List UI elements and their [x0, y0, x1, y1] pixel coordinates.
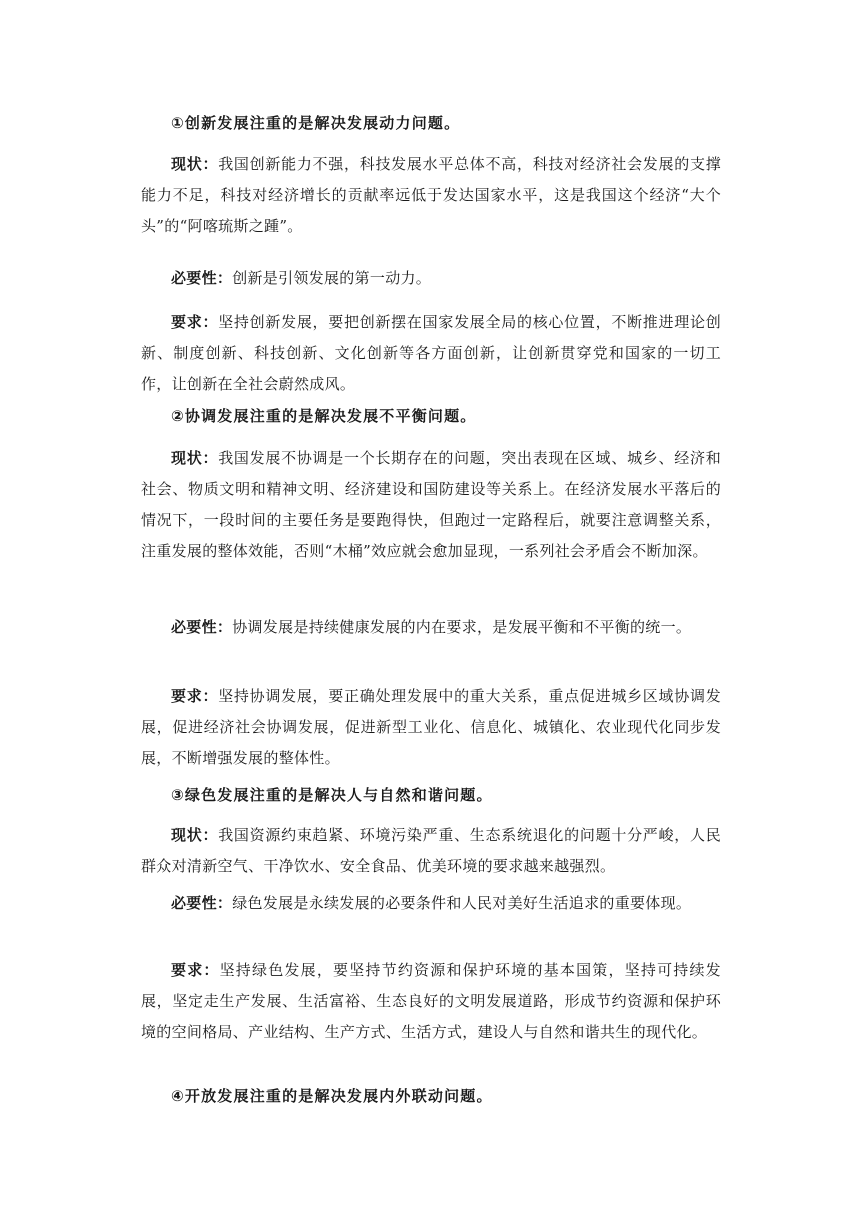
requirement-label: 要求： [171, 961, 220, 979]
requirement-label: 要求： [171, 313, 219, 331]
requirement-text: 坚持协调发展，要正确处理发展中的重大关系，重点促进城乡区域协调发展，促进经济社会协调发展，促进新型工业化、信息化、城镇化、农业现代化同步发展，不断增强发展的整体性。 [141, 687, 721, 767]
requirement-paragraph [141, 307, 721, 400]
necessity-paragraph [141, 612, 721, 643]
section-heading: ④开放发展注重的是解决发展内外联动问题。 [171, 1087, 493, 1105]
necessity-paragraph [141, 263, 721, 294]
status-label: 现状： [171, 155, 219, 173]
status-text: 我国创新能力不强，科技发展水平总体不高，科技对经济社会发展的支撑能力不足，科技对经济增长的贡献率远低于发达国家水平，这是我国这个经济“大个头”的“阿喀琉斯之踵”。 [141, 155, 721, 235]
status-text: 我国发展不协调是一个长期存在的问题，突出表现在区域、城乡、经济和社会、物质文明和精神文明、经济建设和国防建设等关系上。在经济发展水平落后的情况下，一段时间的主要任务是要跑得快，但跑过一定路程后，就要注意调整关系，注重发展的整体效能，否则“木桶”效应就会愈加显现，一系列社会矛盾会不断加深。 [141, 449, 721, 560]
section-heading: ③绿色发展注重的是解决人与自然和谐问题。 [171, 786, 493, 804]
necessity-text: 绿色发展是永续发展的必要条件和人民对美好生活追求的重要体现。 [232, 894, 692, 912]
necessity-paragraph [141, 888, 721, 919]
necessity-label: 必要性： [171, 894, 233, 912]
requirement-paragraph [141, 681, 721, 774]
necessity-text: 创新是引领发展的第一动力。 [232, 269, 432, 287]
section-heading: ①创新发展注重的是解决发展动力问题。 [171, 114, 461, 132]
status-paragraph [141, 443, 721, 567]
requirement-text: 坚持创新发展，要把创新摆在国家发展全局的核心位置，不断推进理论创新、制度创新、科技创新、文化创新等各方面创新，让创新贯穿党和国家的一切工作，让创新在全社会蔚然成风。 [141, 313, 721, 393]
necessity-label: 必要性： [171, 269, 233, 287]
status-label: 现状： [171, 826, 219, 844]
necessity-text: 协调发展是持续健康发展的内在要求，是发展平衡和不平衡的统一。 [232, 618, 692, 636]
status-label: 现状： [171, 449, 219, 467]
status-paragraph [141, 149, 721, 242]
status-paragraph [141, 820, 721, 882]
necessity-label: 必要性： [171, 618, 233, 636]
section-heading: ②协调发展注重的是解决发展不平衡问题。 [171, 407, 477, 425]
requirement-label: 要求： [171, 687, 219, 705]
requirement-text: 坚持绿色发展，要坚持节约资源和保护环境的基本国策，坚持可持续发展，坚定走生产发展、生活富裕、生态良好的文明发展道路，形成节约资源和保护环境的空间格局、产业结构、生产方式、生活方式，建设人与自然和谐共生的现代化。 [141, 961, 721, 1041]
status-text: 我国资源约束趋紧、环境污染严重、生态系统退化的问题十分严峻，人民群众对清新空气、干净饮水、安全食品、优美环境的要求越来越强烈。 [141, 826, 721, 875]
requirement-paragraph [141, 955, 721, 1048]
